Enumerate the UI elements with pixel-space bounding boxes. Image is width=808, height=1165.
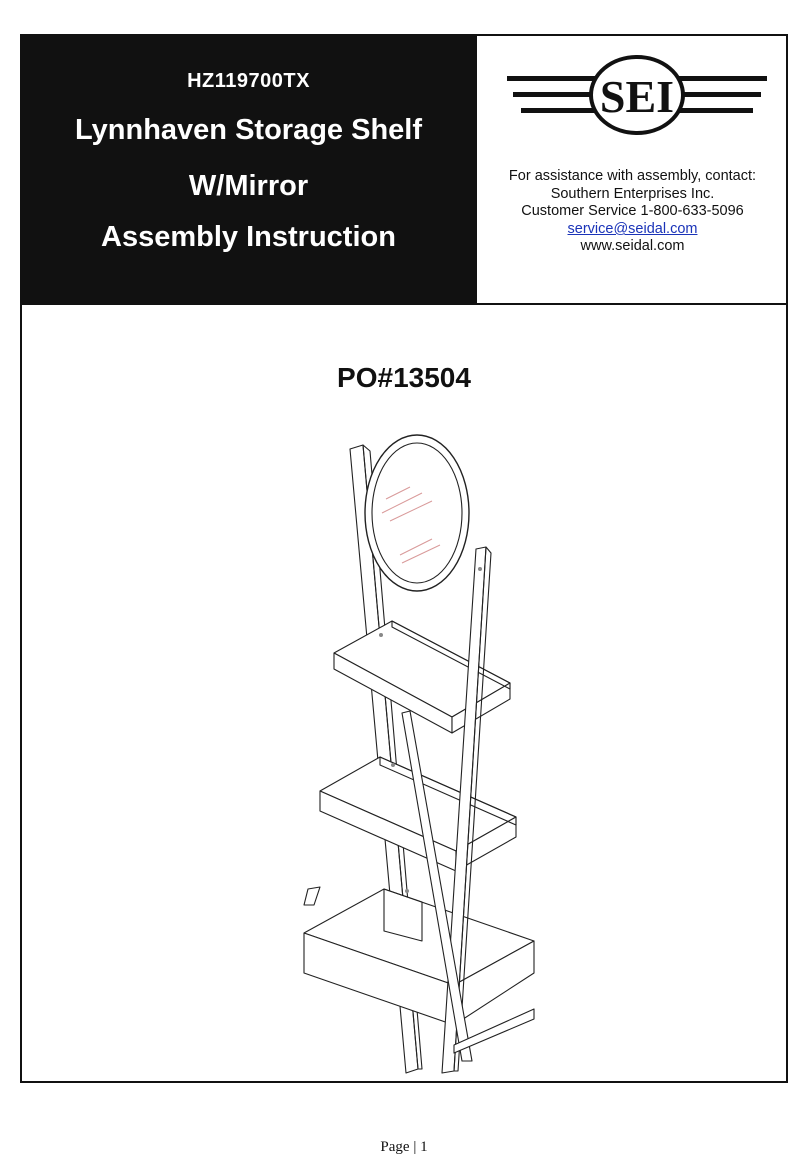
bottom-shelf [304, 889, 534, 1025]
header-divider [22, 303, 786, 305]
sei-logo [507, 42, 767, 150]
po-number: PO#13504 [337, 362, 471, 393]
contact-block [475, 36, 786, 303]
logo-text: SEI [599, 71, 675, 122]
contact-intro: For assistance with assembly, contact: [508, 168, 757, 184]
shelf-illustration [272, 421, 552, 1086]
document-frame [20, 34, 788, 1083]
page-number: Page | 1 [380, 1139, 428, 1155]
contact-company: Southern Enterprises Inc. [550, 186, 715, 202]
contact-website: www.seidal.com [580, 238, 685, 254]
mirror [365, 435, 469, 591]
model-number: HZ119700TX [187, 70, 310, 92]
title-line-doc-type: Assembly Instruction [101, 221, 396, 253]
contact-email-link[interactable]: service@seidal.com [567, 221, 698, 237]
title-line-product: Lynnhaven Storage Shelf [75, 114, 422, 146]
title-line-variant: W/Mirror [188, 170, 309, 202]
title-block [22, 36, 475, 303]
contact-phone: Customer Service 1-800-633-5096 [521, 203, 744, 219]
